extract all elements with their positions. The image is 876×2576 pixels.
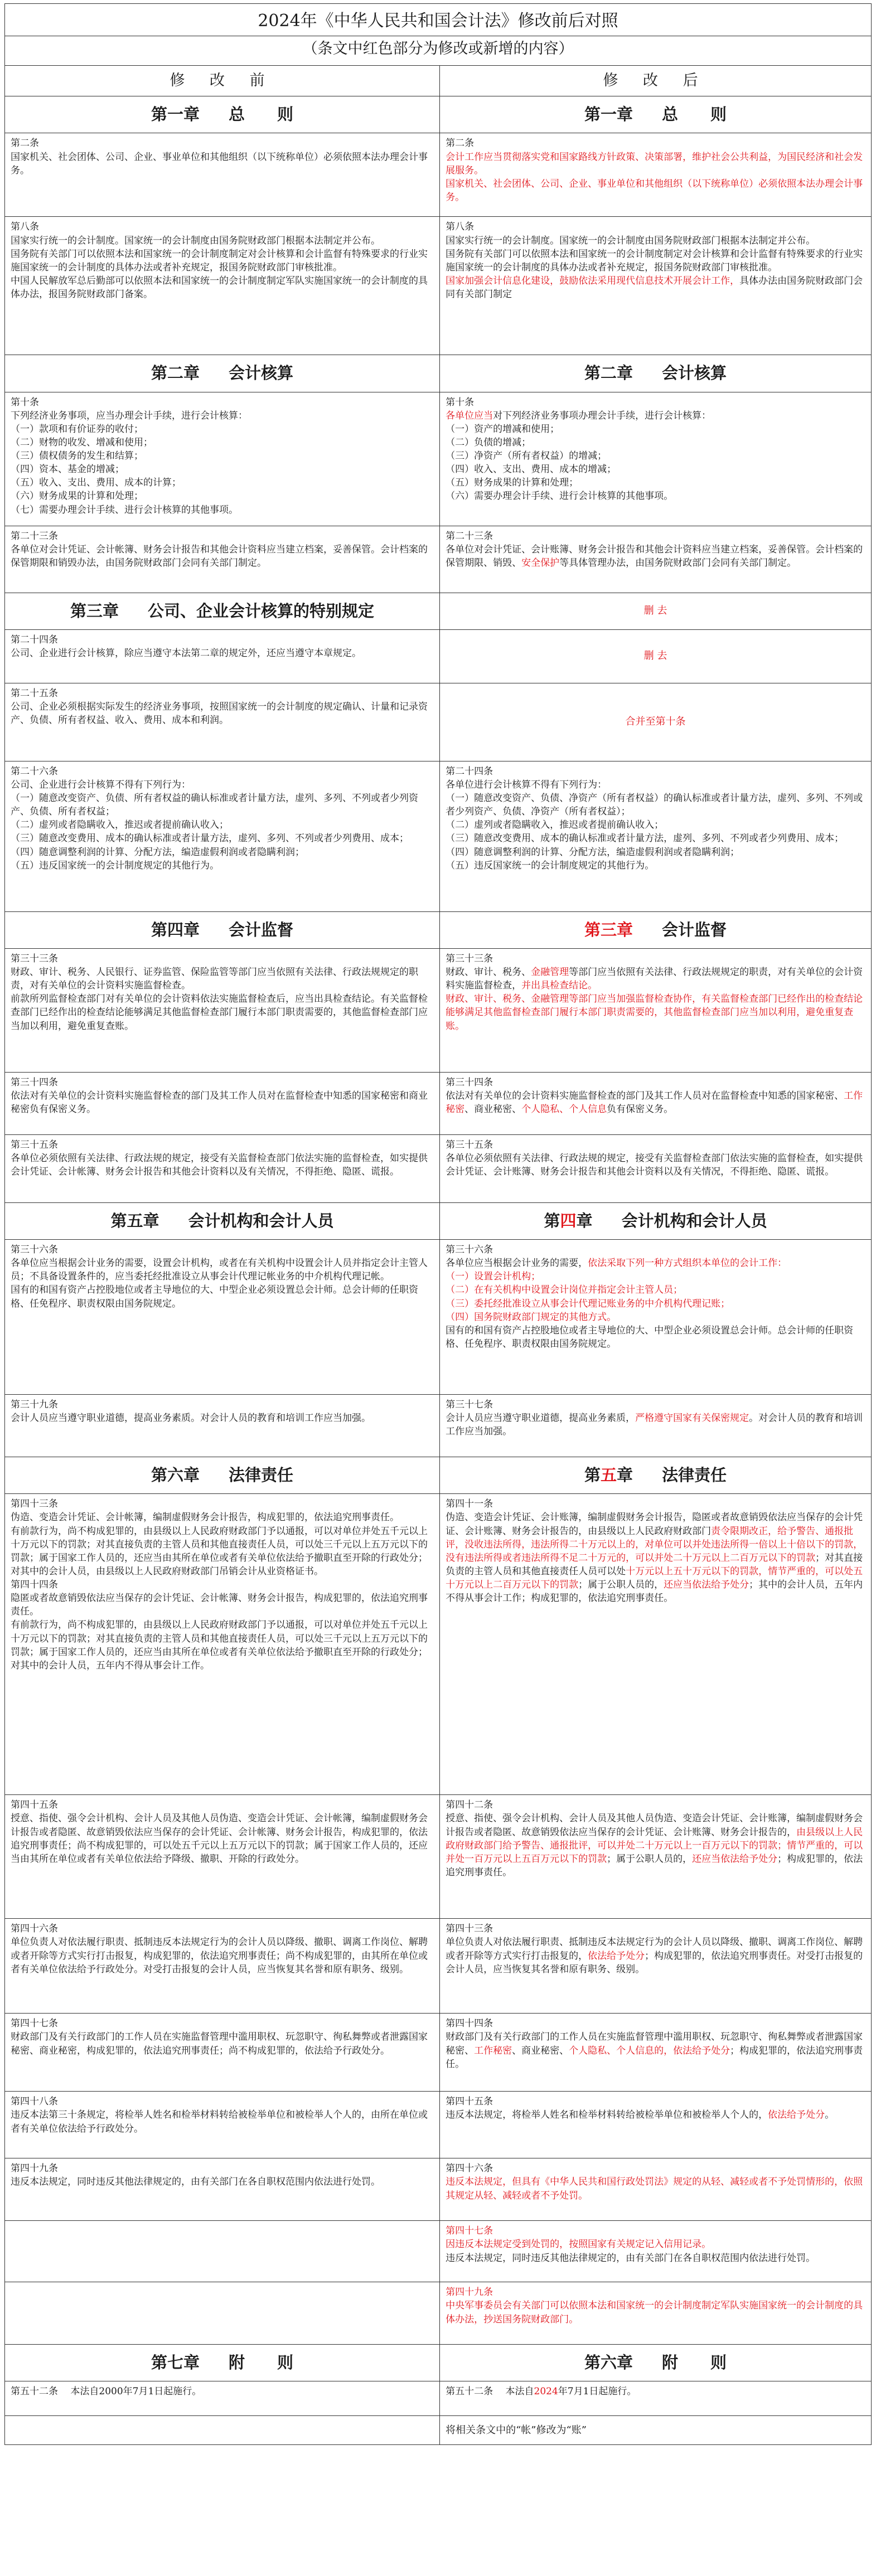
article-after xyxy=(440,1072,872,1134)
article-item-list xyxy=(11,423,434,517)
article-text: 会计人员应当遵守职业道德，提高业务素质。对会计人员的教育和培训工作应当加强。 xyxy=(11,1413,371,1424)
article-text: 各单位必须依照有关法律、行政法规的规定，接受有关监督检查部门依法实施的监督检查，如实提供会计凭证、会计帐簿、财务会计报告和其他会计资料以及有关情况，不得拒绝、隐匿、谎报。 xyxy=(11,1153,428,1178)
article-before xyxy=(5,761,440,911)
article-number: 第四十九条 xyxy=(11,2163,58,2175)
article-after xyxy=(440,2221,872,2282)
article-number: 第二十六条 xyxy=(11,765,58,777)
article-after xyxy=(440,217,872,355)
article-text: 违反本法规定，同时违反其他法律规定的，由有关部门在各自职权范围内依法进行处罚。 xyxy=(11,2176,380,2188)
list-item: （四）随意调整利润的计算、分配方法，编造虚假利润或者隐瞒利润； xyxy=(446,846,740,858)
article-intro: 各单位应当对下列经济业务事项办理会计手续，进行会计核算： xyxy=(446,410,712,421)
article-text: 会计人员应当遵守职业道德，提高业务素质，严格遵守国家有关保密规定。对会计人员的教育和培训工作应当加强。 xyxy=(446,1413,863,1438)
list-item: （三）随意改变费用、成本的确认标准或者计量方法，虚列、多列、不列或者少列费用、成本； xyxy=(446,833,844,845)
article-intro: 各单位进行会计核算不得有下列行为： xyxy=(446,779,607,790)
article-number: 第四十三条 xyxy=(11,1498,58,1510)
article-text-added: 国家机关、社会团体、公司、企业、事业单位和其他组织（以下统称单位）必须依照本法办理会计事务。 xyxy=(446,178,863,203)
list-item: （四）资本、基金的增减； xyxy=(11,464,124,476)
article-number: 第三十五条 xyxy=(11,1139,58,1151)
article-after xyxy=(440,2014,872,2092)
article-number: 第二条 xyxy=(11,138,39,149)
article-text: 国务院有关部门可以依照本法和国家统一的会计制度制定对会计核算和会计监督有特殊要求的行业实施国家统一的会计制度的具体办法或者补充规定，报国务院财政部门审核批准。 xyxy=(446,248,863,273)
article-number: 第二十三条 xyxy=(11,530,58,542)
article-number: 第二十三条 xyxy=(446,530,493,542)
article-text: 伪造、变造会计凭证、会计账簿，编制虚假财务会计报告，隐匿或者故意销毁依法应当保存的会计凭证、会计账簿、财务会计报告的，由县级以上人民政府财政部门责令限期改正，给予警告、通报批评，没收违法所得，违法所得二十万元以上的，对单位可以并处违法所得一倍以上十倍以下的罚款，没有违法所得或者违法所得不足二十万元的，可以并处二十万元以上二百万元以下的罚款；对其直接负责的主管人员和其他直接责任人员可以处十万元以上五十万元以下的罚款，情节严重的，可以处五十万元以上二百万元以下的罚款；属于公职人员的，还应当依法给予处分；其中的会计人员，五年内不得从事会计工作；构成犯罪的，依法追究刑事责任。 xyxy=(446,1512,863,1604)
article-number: 第八条 xyxy=(446,221,475,233)
article-before xyxy=(5,1240,440,1395)
chapter-heading-right: 第四章 会计机构和会计人员 xyxy=(440,1202,872,1239)
article-number: 第四十七条 xyxy=(11,2018,58,2030)
article-after xyxy=(440,392,872,526)
article-number: 第五十二条 xyxy=(11,2386,58,2398)
article-after xyxy=(440,2092,872,2158)
article-number: 第二十四条 xyxy=(11,634,58,646)
article-number: 第三十七条 xyxy=(446,1399,493,1411)
article-number: 第三十五条 xyxy=(446,1139,493,1151)
article-text-added: 中央军事委员会有关部门可以依照本法和国家统一的会计制度制定军队实施国家统一的会计制度的具体办法，抄送国务院财政部门。 xyxy=(446,2300,863,2325)
article-text: 财政部门及有关行政部门的工作人员在实施监督管理中滥用职权、玩忽职守、徇私舞弊或者泄露国家秘密、工作秘密、商业秘密、个人隐私、个人信息的，依法给予处分；构成犯罪的，依法追究刑事责任。 xyxy=(446,2031,863,2070)
article-before xyxy=(5,683,440,761)
list-item: （三）随意改变费用、成本的确认标准或者计量方法，虚列、多列、不列或者少列费用、成本； xyxy=(11,833,409,845)
article-text: 本法自2000年7月1日起施行。 xyxy=(70,2386,202,2398)
chapter-heading-left: 第一章 总 则 xyxy=(5,96,440,133)
article-text: 财政、审计、税务、人民银行、证券监管、保险监管等部门应当依照有关法律、行政法规规定的职责，对有关单位的会计资料实施监督检查。 xyxy=(11,967,418,992)
article-text: 有前款行为，尚不构成犯罪的，由县级以上人民政府财政部门予以通报，可以对单位并处五千元以上十万元以下的罚款；对其直接负责的主管人员和其他直接责任人员，可以处三千元以上五万元以下的罚款；属于国家工作人员的，还应当由其所在单位或者有关单位依法给予撤职直至开除的行政处分；对其中的会计人员，五年内不得从事会计工作。 xyxy=(11,1619,428,1671)
list-item: （三）净资产（所有者权益）的增减； xyxy=(446,450,607,462)
chapter-heading-right: 第一章 总 则 xyxy=(440,96,872,133)
added-text: 国家加强会计信息化建设，鼓励依法采用现代信息技术开展会计工作， xyxy=(446,275,740,287)
article-number: 第三十四条 xyxy=(446,1076,493,1088)
footnote: 将相关条文中的“帐”修改为“账” xyxy=(440,2416,872,2445)
list-item: （二）财物的收发、增减和使用； xyxy=(11,436,153,448)
article-before xyxy=(5,948,440,1072)
article-text: 本法自2024年7月1日起施行。 xyxy=(505,2386,637,2398)
article-text: 国有的和国有资产占控股地位或者主导地位的大、中型企业必须设置总会计师。总会计师的任职资格、任免程序、职责权限由国务院规定。 xyxy=(446,1325,854,1350)
list-item: （二）在有关机构中设置会计岗位并指定会计主管人员； xyxy=(446,1284,683,1296)
list-item: （一）随意改变资产、负债、所有者权益的确认标准或者计量方法，虚列、多列、不列或者少列资产、负债、所有者权益； xyxy=(11,793,418,818)
column-header-before: 修 改 前 xyxy=(5,65,440,96)
article-number: 第二十四条 xyxy=(446,765,493,777)
article-number: 第四十三条 xyxy=(446,1923,493,1935)
article-number: 第四十五条 xyxy=(446,2096,493,2108)
list-item: （六）财务成果的计算和处理； xyxy=(11,491,143,502)
empty-cell xyxy=(5,2282,440,2345)
article-after xyxy=(440,1134,872,1202)
article-text-added: 因违反本法规定受到处罚的，按照国家有关规定记入信用记录。 xyxy=(446,2239,712,2250)
article-item-list xyxy=(446,423,865,503)
article-before xyxy=(5,1494,440,1795)
article-text: 公司、企业进行会计核算，除应当遵守本法第二章的规定外，还应当遵守本章规定。 xyxy=(11,647,361,659)
article-number: 第四十九条 xyxy=(446,2287,493,2298)
deleted-note: 删 去 xyxy=(440,629,872,683)
article-text: 授意、指使、强令会计机构、会计人员及其他人员伪造、变造会计凭证、会计账簿，编制虚假财务会计报告或者隐匿、故意销毁依法应当保存的会计凭证、会计账簿、财务会计报告的，由县级以上人民政府财政部门给予警告、通报批评，可以并处二十万元以上一百万元以下的罚款；情节严重的，可以并处一百万元以上五百万元以下的罚款；属于公职人员的，还应当依法给予处分；构成犯罪的，依法追究刑事责任。 xyxy=(446,1813,863,1878)
list-item: （五）违反国家统一的会计制度规定的其他行为。 xyxy=(446,860,655,871)
article-text: 各单位应当根据会计业务的需要，依法采取下列一种方式组织本单位的会计工作： xyxy=(446,1258,787,1269)
article-number: 第八条 xyxy=(11,221,39,233)
article-text: 中国人民解放军总后勤部可以依照本法和国家统一的会计制度制定军队实施国家统一的会计制度的具体办法，报国务院财政部门备案。 xyxy=(11,275,428,300)
article-number: 第三十四条 xyxy=(11,1076,58,1088)
article-text-added: 财政、审计、税务、金融管理等部门应当加强监督检查协作，有关监督检查部门已经作出的检查结论能够满足其他监督检查部门履行本部门职责需要的，其他监督检查部门应当加以利用，避免重复查账。 xyxy=(446,993,863,1032)
article-before xyxy=(5,1395,440,1457)
article-after xyxy=(440,1240,872,1395)
article-intro: 下列经济业务事项，应当办理会计手续，进行会计核算： xyxy=(11,410,248,421)
article-number: 第二条 xyxy=(446,138,475,149)
article-text: 依法对有关单位的会计资料实施监督检查的部门及其工作人员对在监督检查中知悉的国家秘密和商业秘密负有保密义务。 xyxy=(11,1090,428,1115)
article-text: 各单位对会计凭证、会计账簿、财务会计报告和其他会计资料应当建立档案，妥善保管。会计档案的保管期限、销毁、安全保护等具体管理办法，由国务院财政部门会同有关部门制定。 xyxy=(446,544,863,569)
chapter-heading-right: 第三章 会计监督 xyxy=(440,911,872,948)
chapter-heading-left: 第二章 会计核算 xyxy=(5,355,440,392)
article-number: 第十条 xyxy=(11,396,39,408)
article-after xyxy=(440,948,872,1072)
article-after xyxy=(440,133,872,217)
article-text: 国有的和国有资产占控股地位或者主导地位的大、中型企业必须设置总会计师。总会计师的任职资格、任免程序、职责权限由国务院规定。 xyxy=(11,1284,418,1309)
article-before xyxy=(5,526,440,593)
article-before xyxy=(5,1919,440,2014)
article-before xyxy=(5,392,440,526)
chapter-heading-left: 第四章 会计监督 xyxy=(5,911,440,948)
article-text: 伪造、变造会计凭证、会计帐簿，编制虚假财务会计报告，构成犯罪的，依法追究刑事责任。 xyxy=(11,1512,399,1524)
merged-note: 合并至第十条 xyxy=(440,683,872,761)
list-item: （四）随意调整利润的计算、分配方法，编造虚假利润或者隐瞒利润； xyxy=(11,846,304,858)
list-item: （三）债权债务的发生和结算； xyxy=(11,450,143,462)
list-item: （一）资产的增减和使用； xyxy=(446,423,560,435)
article-text: 违反本法第三十条规定，将检举人姓名和检举材料转给被检举单位和被检举人个人的，由所在单位或者有关单位依法给予行政处分。 xyxy=(11,2109,428,2134)
added-text: 各单位应当 xyxy=(446,410,493,421)
comparison-table xyxy=(4,3,872,2445)
article-before xyxy=(5,1795,440,1919)
article-text: 有前款行为，尚不构成犯罪的，由县级以上人民政府财政部门予以通报，可以对单位并处五千元以上十万元以下的罚款；对其直接负责的主管人员和其他直接责任人员，可以处三千元以上五万元以下的罚款；属于国家工作人员的，还应当由其所在单位或者有关单位依法给予撤职直至开除的行政处分；对其中的会计人员，由县级以上人民政府财政部门吊销会计从业资格证书。 xyxy=(11,1525,428,1577)
chapter-heading-right: 第五章 法律责任 xyxy=(440,1457,872,1494)
article-before xyxy=(5,2092,440,2158)
article-after xyxy=(440,2381,872,2416)
article-after xyxy=(440,2158,872,2221)
article-before xyxy=(5,629,440,683)
chapter-heading-left: 第六章 法律责任 xyxy=(5,1457,440,1494)
chapter-heading-left: 第五章 会计机构和会计人员 xyxy=(5,1202,440,1239)
article-after xyxy=(440,1919,872,2014)
article-text: 财政、审计、税务、金融管理等部门应当依照有关法律、行政法规规定的职责，对有关单位的会计资料实施监督检查，并出具检查结论。 xyxy=(446,967,863,992)
article-number: 第四十五条 xyxy=(11,1799,58,1811)
article-number: 第四十四条 xyxy=(11,1579,58,1591)
list-item: （二）负债的增减； xyxy=(446,436,531,448)
article-number: 第四十六条 xyxy=(446,2163,493,2175)
article-before xyxy=(5,2014,440,2092)
article-text: 各单位应当根据会计业务的需要，设置会计机构，或者在有关机构中设置会计人员并指定会计主管人员；不具备设置条件的，应当委托经批准设立从事会计代理记帐业务的中介机构代理记帐。 xyxy=(11,1258,428,1283)
article-intro: 公司、企业进行会计核算不得有下列行为： xyxy=(11,779,191,790)
article-text: 授意、指使、强令会计机构、会计人员及其他人员伪造、变造会计凭证、会计帐簿，编制虚假财务会计报告或者隐匿、故意销毁依法应当保存的会计凭证、会计帐簿、财务会计报告，构成犯罪的，依法追究刑事责任；尚不构成犯罪的，可以处五千元以上五万元以下的罚款；属于国家工作人员的，还应当由其所在单位或者有关单位依法给予降级、撤职、开除的行政处分。 xyxy=(11,1813,428,1865)
article-text-added: 违反本法规定，但具有《中华人民共和国行政处罚法》规定的从轻、减轻或者不予处罚情形的，依照其规定从轻、减轻或者不予处罚。 xyxy=(446,2176,863,2201)
empty-cell xyxy=(5,2416,440,2445)
list-item: （一）款项和有价证券的收付； xyxy=(11,423,143,435)
deleted-note: 删 去 xyxy=(440,593,872,629)
article-before xyxy=(5,217,440,355)
article-text: 国务院有关部门可以依照本法和国家统一的会计制度制定对会计核算和会计监督有特殊要求的行业实施国家统一的会计制度的具体办法或者补充规定，报国务院财政部门审核批准。 xyxy=(11,248,428,273)
article-after xyxy=(440,1395,872,1457)
added-text: 安全保护 xyxy=(521,557,560,569)
empty-cell xyxy=(5,2221,440,2282)
article-before xyxy=(5,2158,440,2221)
article-text-added: 会计工作应当贯彻落实党和国家路线方针政策、决策部署，维护社会公共利益，为国民经济和社会发展服务。 xyxy=(446,151,863,176)
list-item: （三）委托经批准设立从事会计代理记账业务的中介机构代理记账； xyxy=(446,1298,730,1309)
chapter-heading-right: 第二章 会计核算 xyxy=(440,355,872,392)
article-text: 前款所列监督检查部门对有关单位的会计资料依法实施监督检查后，应当出具检查结论。有关监督检查部门已经作出的检查结论能够满足其他监督检查部门履行本部门职责需要的，其他监督检查部门应当加以利用，避免重复查账。 xyxy=(11,993,428,1032)
article-number: 第三十三条 xyxy=(446,953,493,964)
article-text: 国家实行统一的会计制度。国家统一的会计制度由国务院财政部门根据本法制定并公布。 xyxy=(11,235,380,246)
article-after xyxy=(440,526,872,593)
article-before xyxy=(5,133,440,217)
list-item: （七）需要办理会计手续、进行会计核算的其他事项。 xyxy=(11,504,238,516)
article-text: 财政部门及有关行政部门的工作人员在实施监督管理中滥用职权、玩忽职守、徇私舞弊或者泄露国家秘密、商业秘密，构成犯罪的，依法追究刑事责任；尚不构成犯罪的，依法给予行政处分。 xyxy=(11,2031,428,2056)
article-number: 第五十二条 xyxy=(446,2386,493,2398)
article-number: 第四十一条 xyxy=(446,1498,493,1510)
article-text: 依法对有关单位的会计资料实施监督检查的部门及其工作人员对在监督检查中知悉的国家秘密、工作秘密、商业秘密、个人隐私、个人信息负有保密义务。 xyxy=(446,1090,863,1115)
chapter-heading-right: 第六章 附 则 xyxy=(440,2345,872,2381)
article-after xyxy=(440,1795,872,1919)
article-text: 国家机关、社会团体、公司、企业、事业单位和其他组织（以下统称单位）必须依照本法办理会计事务。 xyxy=(11,151,428,176)
article-text: 公司、企业必须根据实际发生的经济业务事项，按照国家统一的会计制度的规定确认、计量和记录资产、负债、所有者权益、收入、费用、成本和利润。 xyxy=(11,701,428,726)
article-after xyxy=(440,1494,872,1795)
article-number: 第四十六条 xyxy=(11,1923,58,1935)
article-text: 违反本法规定，同时违反其他法律规定的，由有关部门在各自职权范围内依法进行处罚。 xyxy=(446,2252,816,2264)
article-text: 国家加强会计信息化建设，鼓励依法采用现代信息技术开展会计工作，具体办法由国务院财政部门会同有关部门制定 xyxy=(446,275,863,300)
article-text: 各单位对会计凭证、会计帐簿、财务会计报告和其他会计资料应当建立档案，妥善保管。会计档案的保管期限和销毁办法，由国务院财政部门会同有关部门制定。 xyxy=(11,544,428,569)
list-item: （二）虚列或者隐瞒收入，推迟或者提前确认收入； xyxy=(446,819,664,831)
article-number: 第三十九条 xyxy=(11,1399,58,1411)
list-item: （二）虚列或者隐瞒收入，推迟或者提前确认收入； xyxy=(11,819,229,831)
list-item: （一）随意改变资产、负债、净资产（所有者权益）的确认标准或者计量方法，虚列、多列、不列或者少列资产、负债、净资产（所有者权益）； xyxy=(446,793,863,818)
article-text: 隐匿或者故意销毁依法应当保存的会计凭证、会计帐簿、财务会计报告，构成犯罪的，依法追究刑事责任。 xyxy=(11,1593,428,1618)
list-item: （五）收入、支出、费用、成本的计算； xyxy=(11,477,181,489)
list-item: （四）国务院财政部门规定的其他方式。 xyxy=(446,1311,617,1323)
list-item: （五）违反国家统一的会计制度规定的其他行为。 xyxy=(11,860,219,871)
list-item: （五）财务成果的计算和处理； xyxy=(446,477,579,489)
article-number: 第十条 xyxy=(446,396,475,408)
article-number: 第二十五条 xyxy=(11,687,58,699)
article-text: 违反本法规定，将检举人姓名和检举材料转给被检举单位和被检举人个人的，依法给予处分。 xyxy=(446,2109,835,2121)
list-item: （四）收入、支出、费用、成本的增减； xyxy=(446,464,617,476)
article-before xyxy=(5,1134,440,1202)
article-before xyxy=(5,1072,440,1134)
chapter-heading-left: 第七章 附 则 xyxy=(5,2345,440,2381)
article-before xyxy=(5,2381,440,2416)
chapter-heading-left: 第三章 公司、企业会计核算的特别规定 xyxy=(5,593,440,629)
article-number: 第四十四条 xyxy=(446,2018,493,2030)
article-number: 第四十八条 xyxy=(11,2096,58,2108)
article-number: 第四十七条 xyxy=(446,2225,493,2237)
article-text: 单位负责人对依法履行职责、抵制违反本法规定行为的会计人员以降级、撤职、调离工作岗位、解聘或者开除等方式实行打击报复的，依法给予处分；构成犯罪的，依法追究刑事责任。对受打击报复的会计人员，应当恢复其名誉和原有职务、级别。 xyxy=(446,1937,863,1975)
article-number: 第三十六条 xyxy=(11,1244,58,1256)
article-number: 第三十三条 xyxy=(11,953,58,964)
article-after xyxy=(440,761,872,911)
document-title: 2024年《中华人民共和国会计法》修改前后对照 xyxy=(5,4,872,36)
article-text: 各单位必须依照有关法律、行政法规的规定，接受有关监督检查部门依法实施的监督检查，如实提供会计凭证、会计账簿、财务会计报告和其他会计资料以及有关情况，不得拒绝、隐匿、谎报。 xyxy=(446,1153,863,1178)
article-number: 第三十六条 xyxy=(446,1244,493,1256)
article-text: 国家实行统一的会计制度。国家统一的会计制度由国务院财政部门根据本法制定并公布。 xyxy=(446,235,816,246)
article-text: 单位负责人对依法履行职责、抵制违反本法规定行为的会计人员以降级、撤职、调离工作岗位、解聘或者开除等方式实行打击报复，构成犯罪的，依法追究刑事责任；尚不构成犯罪的，由其所在单位或者有关单位依法给予行政处分。对受打击报复的会计人员，应当恢复其名誉和原有职务、级别。 xyxy=(11,1937,428,1975)
column-header-after: 修 改 后 xyxy=(440,65,872,96)
list-item: （六）需要办理会计手续、进行会计核算的其他事项。 xyxy=(446,491,674,502)
article-after xyxy=(440,2282,872,2345)
document-subtitle: （条文中红色部分为修改或新增的内容） xyxy=(5,36,872,65)
list-item: （一）设置会计机构； xyxy=(446,1271,541,1283)
article-number: 第四十二条 xyxy=(446,1799,493,1811)
